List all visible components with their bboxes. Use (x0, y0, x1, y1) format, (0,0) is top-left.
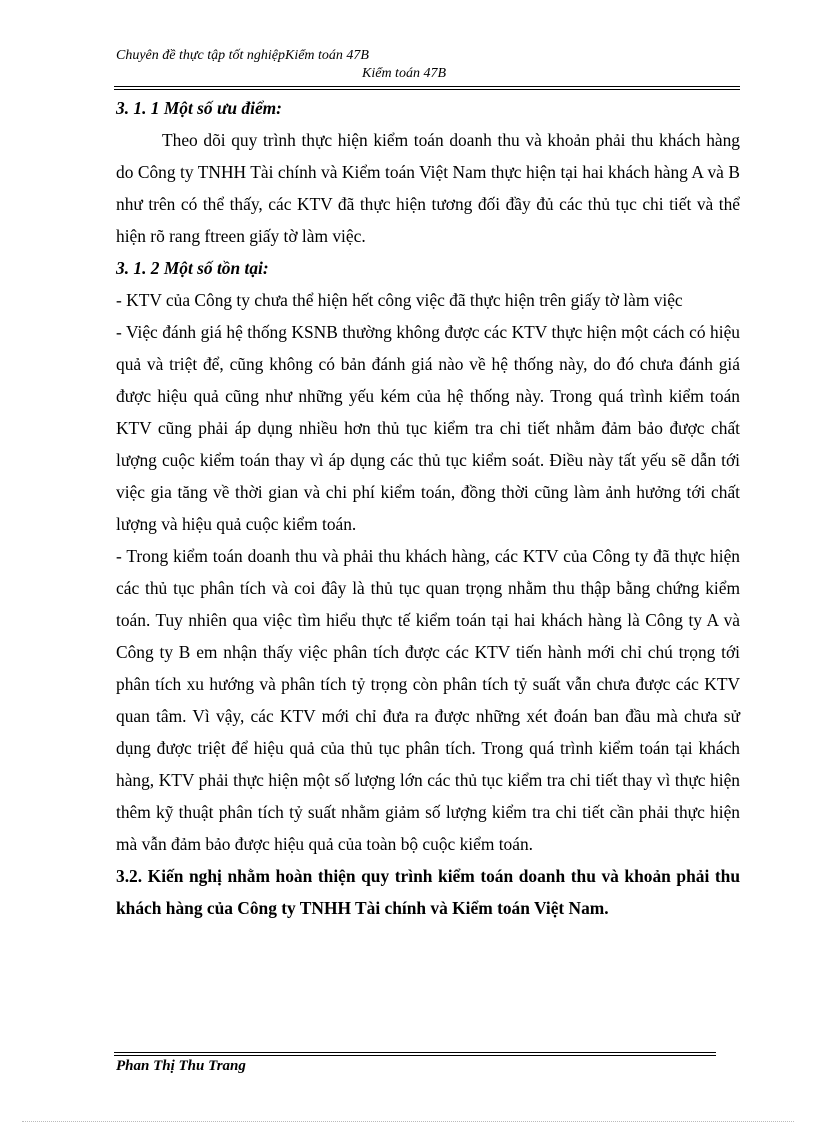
header-rule (114, 86, 740, 87)
heading-advantages: 3. 1. 1 Một số ưu điểm: (116, 98, 282, 118)
paragraph-shortcoming-3: - Trong kiểm toán doanh thu và phải thu khách hàng, các KTV của Công ty đã thực hiện các thủ tục phân tích và coi đây là thủ tục quan trọng nhằm thu thập bằng chứng kiểm toán. Tuy nhiên qua việc tìm hiểu thực tế kiểm toán tại hai khách hàng là Công ty A và Công ty B em nhận thấy việc phân tích được các KTV tiến hành mới chỉ chú trọng tới phân tích xu hướng và phân tích tỷ trọng còn phân tích tỷ suất vẫn chưa được các KTV quan tâm. Vì vậy, các KTV mới chỉ đưa ra được những xét đoán ban đầu mà chưa sử dụng được triệt để hiệu quả của thủ tục phân tích. Trong quá trình kiểm toán tại khách hàng, KTV phải thực hiện một số lượng lớn các thủ tục kiểm tra chi tiết thay vì thực hiện thêm kỹ thuật phân tích tỷ suất nhằm giảm số lượng kiểm tra chi tiết cần phải thực hiện mà vẫn đảm bảo được hiệu quả của toàn bộ cuộc kiểm toán. (116, 546, 740, 854)
heading-recommendations: 3.2. Kiến nghị nhằm hoàn thiện quy trình kiểm toán doanh thu và khoản phải thu khách hàng của Công ty TNHH Tài chính và Kiểm toán Việt Nam. (116, 866, 740, 918)
paragraph-shortcoming-2: - Việc đánh giá hệ thống KSNB thường không được các KTV thực hiện một cách có hiệu quả và triệt để, cũng không có bản đánh giá nào về hệ thống này, do đó chưa đánh giá được hiệu quả cũng như những yếu kém của hệ thống này. Trong quá trình kiểm toán KTV cũng phải áp dụng nhiều hơn thủ tục kiểm tra chi tiết nhằm đảm bảo được chất lượng cuộc kiểm toán thay vì áp dụng các thủ tục kiểm soát. Điều này tất yếu sẽ dẫn tới việc gia tăng về thời gian và chi phí kiểm toán, đồng thời cũng làm ảnh hưởng tới chất lượng và hiệu quả cuộc kiểm toán. (116, 322, 740, 534)
page-edge-dotted-line (22, 1121, 794, 1122)
heading-shortcomings: 3. 1. 2 Một số tồn tại: (116, 258, 269, 278)
running-header-subtitle: Kiểm toán 47B (362, 66, 446, 81)
running-header-title: Chuyên đề thực tập tốt nghiệpKiểm toán 47B (116, 48, 369, 63)
header-rule-double (114, 89, 740, 90)
page-body (116, 92, 740, 924)
paragraph-advantages: Theo dõi quy trình thực hiện kiểm toán doanh thu và khoản phải thu khách hàng do Công ty TNHH Tài chính và Kiểm toán Việt Nam thực hiện tại hai khách hàng A và B như trên có thể thấy, các KTV đã thực hiện tương đối đầy đủ các thủ tục chi tiết và thể hiện rõ rang ftreen giấy tờ làm việc. (116, 130, 740, 246)
footer-rule-double (114, 1055, 716, 1056)
paragraph-shortcoming-1: - KTV của Công ty chưa thể hiện hết công việc đã thực hiện trên giấy tờ làm việc (116, 290, 683, 310)
footer-author: Phan Thị Thu Trang (116, 1058, 246, 1074)
footer-rule (114, 1052, 716, 1053)
